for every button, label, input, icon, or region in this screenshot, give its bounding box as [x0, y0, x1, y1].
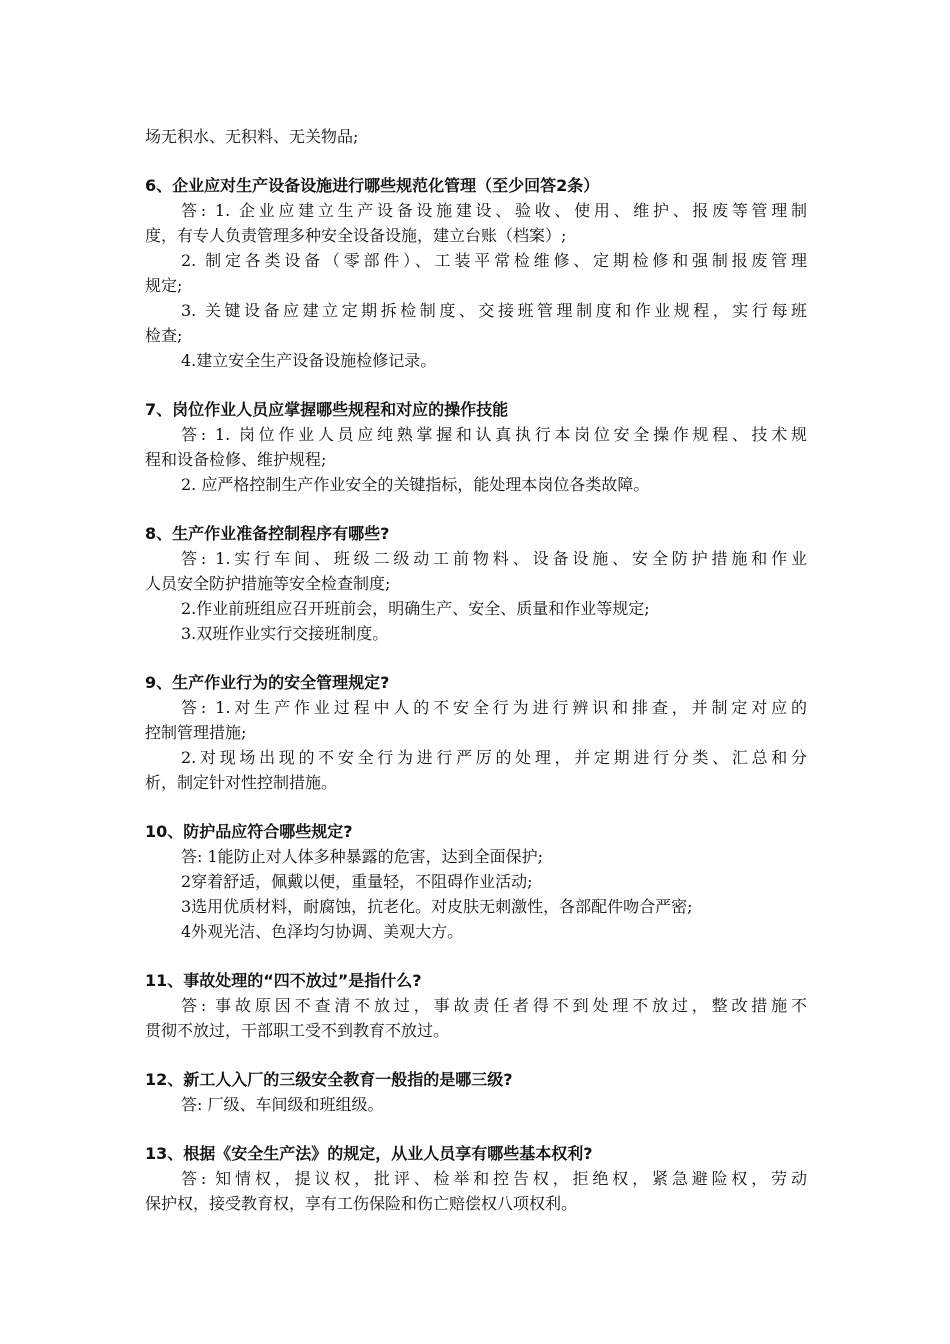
answer-line: 4.建立安全生产设备设施检修记录。	[181, 351, 437, 370]
answer-line: 控制管理措施;	[145, 723, 247, 742]
answer-line: 答: 1. 企业应建立生产设备设施建设、验收、使用、维护、报废等管理制	[181, 201, 807, 220]
section-gap	[145, 373, 807, 397]
question-heading: 12、新工人入厂的三级安全教育一般指的是哪三级?	[145, 1070, 513, 1089]
question-heading: 8、生产作业准备控制程序有哪些?	[145, 524, 390, 543]
answer-line: 答: 1能防止对人体多种暴露的危害，达到全面保护;	[181, 847, 544, 866]
answer-line: 答: 1.对生产作业过程中人的不安全行为进行辨识和排查，并制定对应的	[181, 698, 807, 717]
answer-line: 贯彻不放过，干部职工受不到教育不放过。	[145, 1021, 450, 1040]
answer-line: 2.对现场出现的不安全行为进行严厉的处理，并定期进行分类、汇总和分	[181, 748, 807, 767]
section-gap	[145, 497, 807, 521]
answer-line: 3.双班作业实行交接班制度。	[181, 624, 389, 643]
answer-line: 2. 应严格控制生产作业安全的关键指标，能处理本岗位各类故障。	[181, 475, 650, 494]
intro-line: 场无积水、无积料、无关物品;	[145, 127, 359, 146]
answer-line: 保护权，接受教育权，享有工伤保险和伤亡赔偿权八项权利。	[145, 1194, 578, 1213]
answer-line: 规定;	[145, 276, 183, 295]
answer-line: 析，制定针对性控制措施。	[145, 773, 338, 792]
answer-line: 4外观光洁、色泽均匀协调、美观大方。	[181, 922, 464, 941]
question-heading: 10、防护品应符合哪些规定?	[145, 822, 353, 841]
question-heading: 13、根据《安全生产法》的规定，从业人员享有哪些基本权利?	[145, 1144, 593, 1163]
document-page	[145, 124, 807, 1216]
section-gap	[145, 795, 807, 819]
answer-line: 检查;	[145, 326, 183, 345]
answer-line: 答: 1.实行车间、班级二级动工前物料、设备设施、安全防护措施和作业	[181, 549, 807, 568]
answer-line: 2穿着舒适，佩戴以便，重量轻，不阻碍作业活动;	[181, 872, 533, 891]
answer-line: 程和设备检修、维护规程;	[145, 450, 327, 469]
answer-line: 答: 厂级、车间级和班组级。	[181, 1095, 384, 1114]
section-gap	[145, 1117, 807, 1141]
answer-line: 2.作业前班组应召开班前会，明确生产、安全、质量和作业等规定;	[181, 599, 650, 618]
answer-line: 2. 制定各类设备（零部件）、工装平常检维修、定期检修和强制报废管理	[181, 251, 807, 270]
question-heading: 7、岗位作业人员应掌握哪些规程和对应的操作技能	[145, 400, 509, 419]
answer-line: 答: 知情权，提议权，批评、检举和控告权，拒绝权，紧急避险权，劳动	[181, 1169, 807, 1188]
question-heading: 6、企业应对生产设备设施进行哪些规范化管理（至少回答2条）	[145, 176, 600, 195]
answer-line: 3选用优质材料，耐腐蚀，抗老化。对皮肤无刺激性，各部配件吻合严密;	[181, 897, 693, 916]
section-gap	[145, 1043, 807, 1067]
section-gap	[145, 646, 807, 670]
question-heading: 11、事故处理的“四不放过”是指什么?	[145, 971, 422, 990]
answer-line: 答: 事故原因不查清不放过，事故责任者得不到处理不放过，整改措施不	[181, 996, 807, 1015]
section-gap	[145, 149, 807, 173]
qa-sections	[145, 149, 807, 1216]
answer-line: 3. 关键设备应建立定期拆检制度、交接班管理制度和作业规程，实行每班	[181, 301, 807, 320]
answer-line: 度，有专人负责管理多种安全设备设施，建立台账（档案）;	[145, 226, 567, 245]
answer-line: 答: 1. 岗位作业人员应纯熟掌握和认真执行本岗位安全操作规程、技术规	[181, 425, 807, 444]
answer-line: 人员安全防护措施等安全检查制度;	[145, 574, 391, 593]
section-gap	[145, 944, 807, 968]
question-heading: 9、生产作业行为的安全管理规定?	[145, 673, 390, 692]
